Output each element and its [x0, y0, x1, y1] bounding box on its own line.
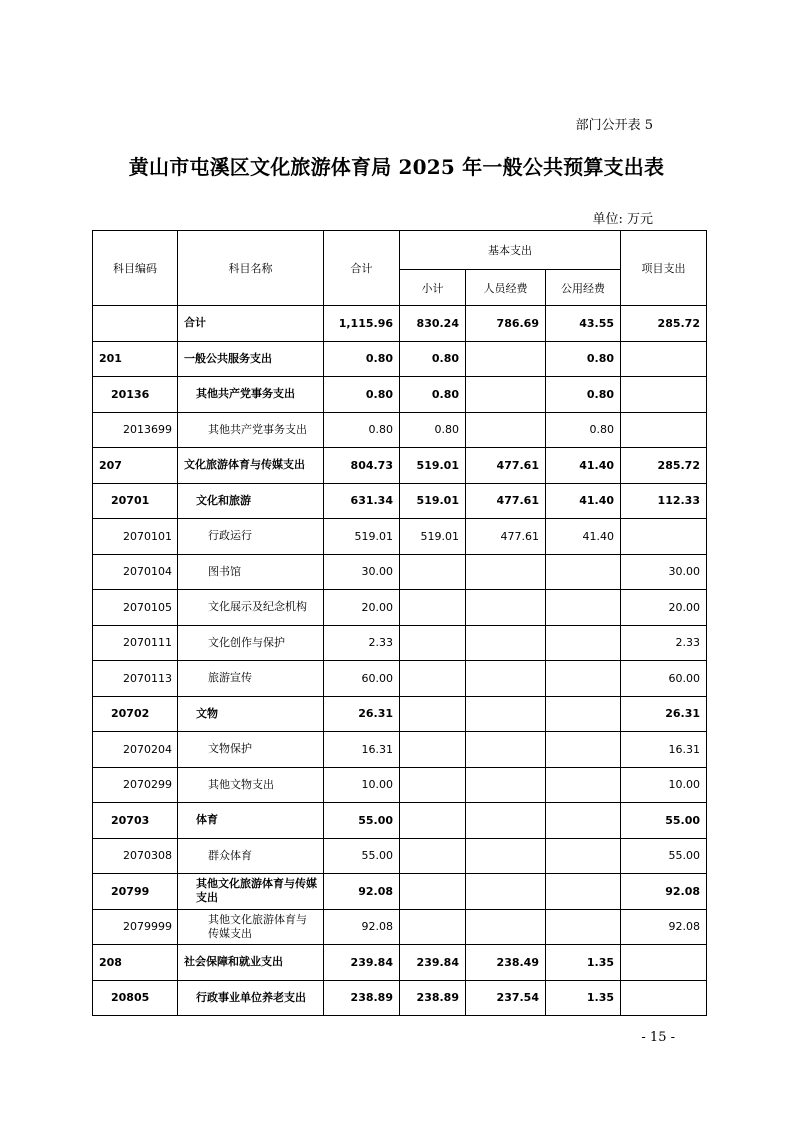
cell-total: 20.00 — [324, 590, 400, 626]
cell-name: 文物保护 — [178, 732, 324, 768]
cell-public: 43.55 — [546, 306, 621, 342]
cell-total: 804.73 — [324, 448, 400, 484]
cell-name: 文物 — [178, 696, 324, 732]
cell-public — [546, 732, 621, 768]
table-row — [93, 448, 707, 484]
table-row — [93, 945, 707, 981]
table-row — [93, 306, 707, 342]
cell-subtotal — [400, 803, 466, 839]
table-row — [93, 980, 707, 1016]
table-row — [93, 590, 707, 626]
table-row — [93, 838, 707, 874]
cell-personnel — [466, 625, 546, 661]
cell-project: 92.08 — [621, 909, 707, 945]
cell-subtotal: 830.24 — [400, 306, 466, 342]
cell-subtotal: 0.80 — [400, 341, 466, 377]
budget-table — [92, 230, 707, 1016]
cell-code: 2070105 — [93, 590, 178, 626]
cell-public — [546, 554, 621, 590]
document-label: 部门公开表 5 — [575, 118, 653, 133]
cell-project — [621, 980, 707, 1016]
cell-total: 239.84 — [324, 945, 400, 981]
cell-public — [546, 590, 621, 626]
cell-personnel — [466, 377, 546, 413]
cell-code: 208 — [93, 945, 178, 981]
cell-personnel: 237.54 — [466, 980, 546, 1016]
cell-project: 55.00 — [621, 803, 707, 839]
cell-public — [546, 874, 621, 910]
cell-total: 92.08 — [324, 909, 400, 945]
cell-public — [546, 661, 621, 697]
cell-project: 30.00 — [621, 554, 707, 590]
cell-total: 2.33 — [324, 625, 400, 661]
table-row — [93, 767, 707, 803]
cell-personnel — [466, 909, 546, 945]
cell-name: 其他文化旅游体育与传媒支出 — [178, 909, 324, 945]
cell-total: 0.80 — [324, 341, 400, 377]
cell-project — [621, 341, 707, 377]
cell-name: 一般公共服务支出 — [178, 341, 324, 377]
cell-project: 285.72 — [621, 448, 707, 484]
cell-name: 体育 — [178, 803, 324, 839]
cell-code: 207 — [93, 448, 178, 484]
cell-total: 30.00 — [324, 554, 400, 590]
cell-public: 41.40 — [546, 519, 621, 555]
cell-name: 图书馆 — [178, 554, 324, 590]
header-subtotal: 小计 — [400, 270, 466, 306]
table-row — [93, 341, 707, 377]
cell-name: 文化旅游体育与传媒支出 — [178, 448, 324, 484]
cell-public — [546, 803, 621, 839]
table-row — [93, 412, 707, 448]
cell-code: 20799 — [93, 874, 178, 910]
cell-subtotal: 519.01 — [400, 448, 466, 484]
cell-code: 20136 — [93, 377, 178, 413]
cell-personnel — [466, 554, 546, 590]
cell-public: 0.80 — [546, 412, 621, 448]
cell-subtotal — [400, 625, 466, 661]
cell-personnel — [466, 696, 546, 732]
cell-code: 2070104 — [93, 554, 178, 590]
cell-project: 20.00 — [621, 590, 707, 626]
cell-public: 1.35 — [546, 945, 621, 981]
cell-project: 92.08 — [621, 874, 707, 910]
cell-code: 20701 — [93, 483, 178, 519]
cell-subtotal — [400, 554, 466, 590]
cell-name: 社会保障和就业支出 — [178, 945, 324, 981]
cell-project: 2.33 — [621, 625, 707, 661]
cell-total: 16.31 — [324, 732, 400, 768]
cell-project — [621, 945, 707, 981]
cell-subtotal: 238.89 — [400, 980, 466, 1016]
cell-subtotal: 519.01 — [400, 519, 466, 555]
cell-code — [93, 306, 178, 342]
table-row — [93, 483, 707, 519]
cell-code: 2070111 — [93, 625, 178, 661]
cell-code: 2070204 — [93, 732, 178, 768]
table-row — [93, 554, 707, 590]
page-title: 黄山市屯溪区文化旅游体育局 2025 年一般公共预算支出表 — [128, 155, 665, 179]
cell-code: 20703 — [93, 803, 178, 839]
table-row — [93, 377, 707, 413]
cell-subtotal — [400, 838, 466, 874]
cell-subtotal — [400, 909, 466, 945]
unit-label: 单位: 万元 — [592, 212, 653, 227]
header-basic-expenditure: 基本支出 — [400, 231, 621, 270]
cell-code: 2070101 — [93, 519, 178, 555]
cell-total: 0.80 — [324, 377, 400, 413]
cell-total: 55.00 — [324, 838, 400, 874]
cell-total: 26.31 — [324, 696, 400, 732]
cell-personnel — [466, 341, 546, 377]
cell-project: 55.00 — [621, 838, 707, 874]
cell-personnel: 477.61 — [466, 519, 546, 555]
cell-subtotal: 239.84 — [400, 945, 466, 981]
cell-personnel — [466, 732, 546, 768]
header-public: 公用经费 — [546, 270, 621, 306]
cell-name: 其他文化旅游体育与传媒支出 — [178, 874, 324, 910]
cell-code: 2070113 — [93, 661, 178, 697]
cell-name: 行政事业单位养老支出 — [178, 980, 324, 1016]
cell-name: 合计 — [178, 306, 324, 342]
cell-public — [546, 838, 621, 874]
cell-subtotal — [400, 696, 466, 732]
cell-total: 55.00 — [324, 803, 400, 839]
table-row — [93, 803, 707, 839]
header-project-expenditure: 项目支出 — [621, 231, 707, 306]
cell-total: 92.08 — [324, 874, 400, 910]
cell-subtotal: 0.80 — [400, 412, 466, 448]
cell-subtotal — [400, 661, 466, 697]
cell-subtotal: 0.80 — [400, 377, 466, 413]
header-personnel: 人员经费 — [466, 270, 546, 306]
cell-public — [546, 696, 621, 732]
cell-project — [621, 412, 707, 448]
cell-project: 285.72 — [621, 306, 707, 342]
cell-project: 16.31 — [621, 732, 707, 768]
cell-public: 0.80 — [546, 341, 621, 377]
cell-total: 238.89 — [324, 980, 400, 1016]
cell-personnel: 238.49 — [466, 945, 546, 981]
header-total: 合计 — [324, 231, 400, 306]
cell-code: 20702 — [93, 696, 178, 732]
cell-project: 112.33 — [621, 483, 707, 519]
cell-personnel: 786.69 — [466, 306, 546, 342]
cell-personnel: 477.61 — [466, 483, 546, 519]
cell-public: 41.40 — [546, 483, 621, 519]
cell-total: 60.00 — [324, 661, 400, 697]
cell-total: 631.34 — [324, 483, 400, 519]
cell-name: 文化和旅游 — [178, 483, 324, 519]
cell-name: 行政运行 — [178, 519, 324, 555]
cell-project: 60.00 — [621, 661, 707, 697]
cell-code: 2070299 — [93, 767, 178, 803]
cell-name: 其他文物支出 — [178, 767, 324, 803]
cell-personnel — [466, 838, 546, 874]
cell-personnel — [466, 803, 546, 839]
header-code: 科目编码 — [93, 231, 178, 306]
cell-name: 文化创作与保护 — [178, 625, 324, 661]
cell-project: 26.31 — [621, 696, 707, 732]
cell-personnel — [466, 412, 546, 448]
table-row — [93, 661, 707, 697]
cell-personnel — [466, 661, 546, 697]
cell-public — [546, 909, 621, 945]
table-body — [93, 306, 707, 1016]
cell-code: 20805 — [93, 980, 178, 1016]
cell-code: 2070308 — [93, 838, 178, 874]
cell-total: 1,115.96 — [324, 306, 400, 342]
cell-project — [621, 377, 707, 413]
cell-name: 旅游宣传 — [178, 661, 324, 697]
cell-personnel: 477.61 — [466, 448, 546, 484]
table-row — [93, 696, 707, 732]
cell-personnel — [466, 874, 546, 910]
cell-name: 其他共产党事务支出 — [178, 377, 324, 413]
cell-name: 其他共产党事务支出 — [178, 412, 324, 448]
cell-subtotal — [400, 732, 466, 768]
table-row — [93, 519, 707, 555]
cell-public — [546, 625, 621, 661]
cell-name: 文化展示及纪念机构 — [178, 590, 324, 626]
cell-public: 0.80 — [546, 377, 621, 413]
cell-subtotal — [400, 874, 466, 910]
cell-subtotal: 519.01 — [400, 483, 466, 519]
cell-code: 2079999 — [93, 909, 178, 945]
cell-total: 10.00 — [324, 767, 400, 803]
cell-public: 1.35 — [546, 980, 621, 1016]
cell-subtotal — [400, 590, 466, 626]
header-name: 科目名称 — [178, 231, 324, 306]
page-number: - 15 - — [641, 1030, 675, 1045]
table-row — [93, 625, 707, 661]
cell-code: 2013699 — [93, 412, 178, 448]
table-row — [93, 909, 707, 945]
cell-name: 群众体育 — [178, 838, 324, 874]
cell-project: 10.00 — [621, 767, 707, 803]
cell-public — [546, 767, 621, 803]
table-row — [93, 874, 707, 910]
cell-subtotal — [400, 767, 466, 803]
cell-total: 0.80 — [324, 412, 400, 448]
cell-total: 519.01 — [324, 519, 400, 555]
cell-public: 41.40 — [546, 448, 621, 484]
table-row — [93, 732, 707, 768]
cell-personnel — [466, 767, 546, 803]
cell-project — [621, 519, 707, 555]
cell-code: 201 — [93, 341, 178, 377]
cell-personnel — [466, 590, 546, 626]
